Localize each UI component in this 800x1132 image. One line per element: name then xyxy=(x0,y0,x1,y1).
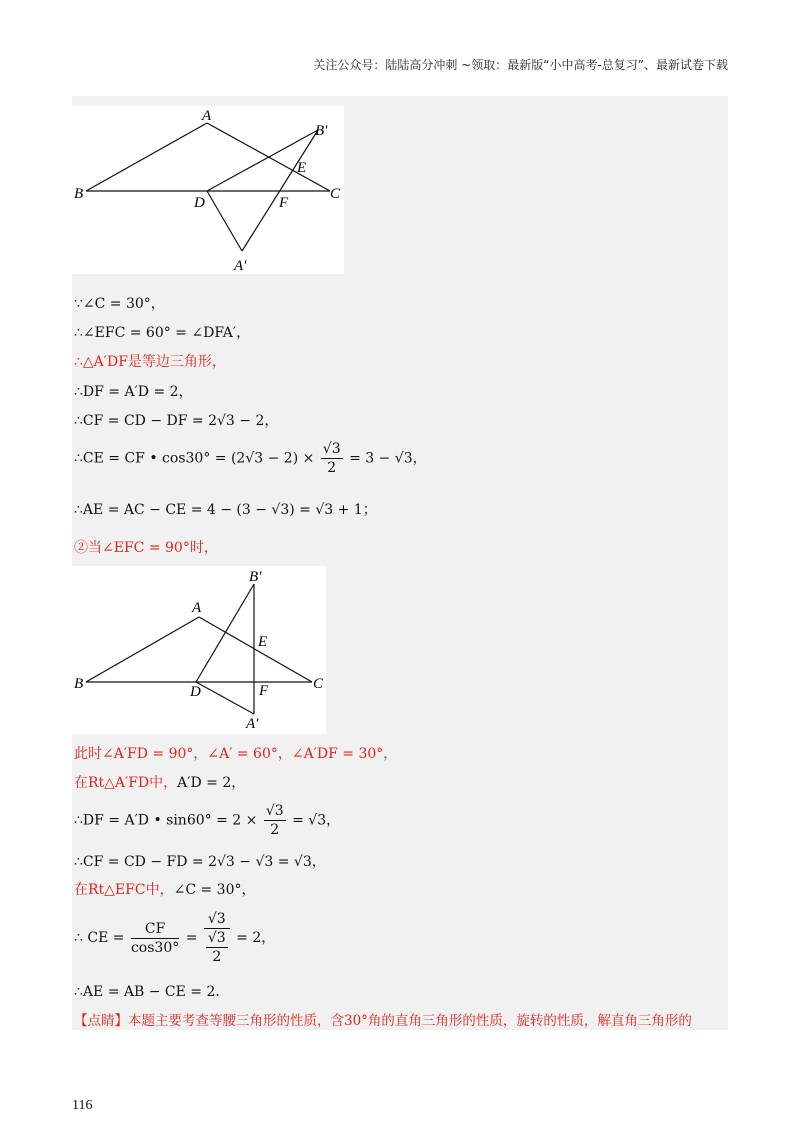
key-point-note: 【点睛】本题主要考查等腰三角形的性质，含30°角的直角三角形的性质，旋转的性质，解直角三角形的 xyxy=(74,1013,692,1029)
line-14-suffix: = 2， xyxy=(236,930,276,946)
fraction-numerator: CF xyxy=(131,920,179,939)
solution-line-1: ∵∠C = 30°， xyxy=(74,296,165,312)
solution-line-14 xyxy=(74,910,275,966)
line-13-prefix: 在Rt△EFC中， xyxy=(74,882,174,898)
equals-sign: = xyxy=(185,930,198,946)
solution-line-6 xyxy=(74,440,427,477)
label-A: A xyxy=(192,600,202,616)
figure-1 xyxy=(72,106,344,274)
line-10-prefix: 在Rt△A′FD中， xyxy=(74,775,178,791)
fraction-sqrt3-over-2 xyxy=(321,440,343,477)
inner-numerator: √3 xyxy=(207,930,226,946)
label-F: F xyxy=(279,195,289,211)
inner-fraction xyxy=(206,929,228,966)
figure-2 xyxy=(72,566,326,734)
fraction-cf-over-cos30 xyxy=(131,920,179,957)
line-10-text: A′D = 2， xyxy=(177,775,246,791)
label-D: D xyxy=(194,195,205,211)
fraction-denominator: 2 xyxy=(270,822,280,838)
fraction-denominator: cos30° xyxy=(130,939,180,956)
page-number: 116 xyxy=(72,1098,93,1113)
line-11-prefix: ∴DF = A′D • sin60° = 2 × xyxy=(74,812,258,829)
label-F: F xyxy=(259,683,269,699)
solution-line-15: ∴AE = AB − CE = 2． xyxy=(74,984,230,1000)
solution-line-11 xyxy=(74,802,340,839)
line-11-suffix: = √3， xyxy=(292,812,341,829)
page-header: 关注公众号：陆陆高分冲刺 ~领取：最新版“小中高考-总复习”、最新试卷下载 xyxy=(313,58,728,72)
solution-line-10 xyxy=(74,773,245,793)
label-C: C xyxy=(330,186,341,202)
fraction-numerator: √3 xyxy=(265,803,284,819)
fraction-denominator: 2 xyxy=(327,460,337,476)
label-A-prime: A′ xyxy=(234,258,247,274)
label-A-prime: A′ xyxy=(246,716,259,732)
solution-line-9: 此时∠A′FD = 90°，∠A′ = 60°，∠A′DF = 30°， xyxy=(74,746,398,762)
line-13-text: ∠C = 30°， xyxy=(173,882,256,898)
fraction-nested xyxy=(204,910,230,966)
fraction-numerator: √3 xyxy=(322,441,341,457)
fraction-denominator xyxy=(204,929,230,966)
solution-line-7: ∴AE = AC − CE = 4 − (3 − √3) = √3 + 1； xyxy=(74,502,377,518)
solution-line-8: ②当∠EFC = 90°时， xyxy=(74,540,218,556)
label-D: D xyxy=(190,684,201,700)
label-E: E xyxy=(297,160,307,176)
solution-line-13 xyxy=(74,880,255,900)
line-14-ce: CE = xyxy=(87,930,125,946)
label-B-prime: B′ xyxy=(249,569,262,585)
label-B: B xyxy=(74,186,84,202)
inner-denominator: 2 xyxy=(212,949,222,965)
therefore-symbol: ∴ xyxy=(74,930,83,946)
solution-line-12: ∴CF = CD − FD = 2√3 − √3 = √3， xyxy=(74,854,326,870)
label-C: C xyxy=(313,676,324,692)
label-A: A xyxy=(202,108,212,124)
fraction-numerator: √3 xyxy=(204,910,230,929)
label-E: E xyxy=(258,634,268,650)
line-6-prefix: ∴CE = CF • cos30° = (2√3 − 2) × xyxy=(74,450,315,467)
solution-line-5: ∴CF = CD − DF = 2√3 − 2， xyxy=(74,413,279,429)
solution-line-2: ∴∠EFC = 60° = ∠DFA′， xyxy=(74,325,251,341)
label-B: B xyxy=(74,676,84,692)
solution-line-4: ∴DF = A′D = 2， xyxy=(74,384,193,400)
solution-line-3: ∴△A′DF是等边三角形， xyxy=(74,354,226,370)
geometry-diagram-2 xyxy=(72,566,326,734)
line-6-suffix: = 3 − √3， xyxy=(349,450,427,467)
geometry-diagram-1 xyxy=(72,106,344,274)
fraction-sqrt3-over-2 xyxy=(264,802,286,839)
label-B-prime: B′ xyxy=(315,123,328,139)
